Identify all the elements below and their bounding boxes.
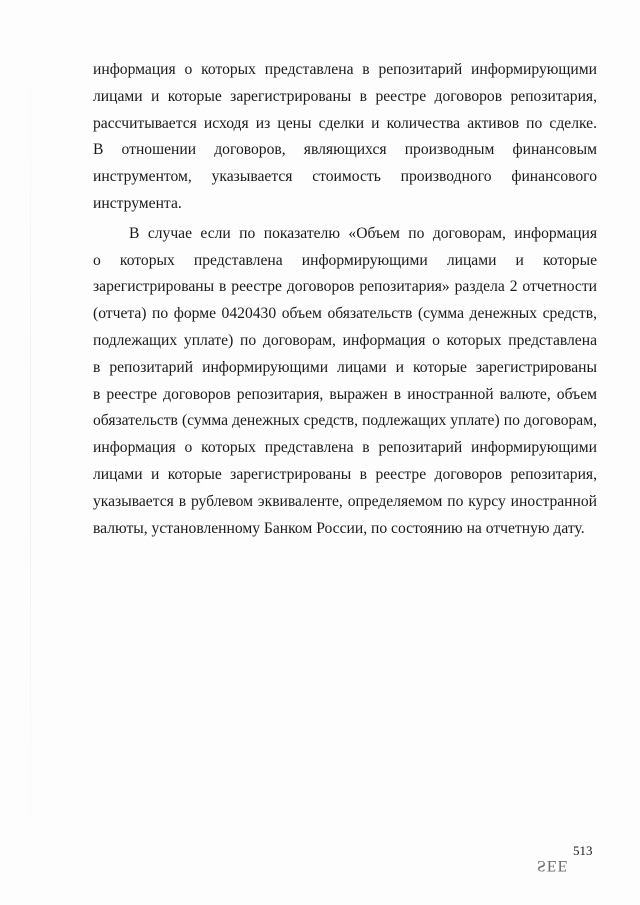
text-line: обязательств (сумма денежных средств, подлежащих уплате) по договорам, [93,412,597,430]
text-line: В случае если по показателю «Объем по договорам, информация [129,224,597,242]
paragraph-2 [93,221,597,543]
text-line: лицами и которые зарегистрированы в реестре договоров репозитария, [93,465,597,483]
text-line: инструмента. [93,194,182,212]
text-line: информация о которых представлена в репозитарий информирующими [93,61,597,78]
text-line: В отношении договоров, являющихся производным финансовым [93,141,597,159]
body-text [93,57,597,542]
text-line: валюты, установленному Банком России, по состоянию на отчетную дату. [93,519,585,537]
page-number: 513 [573,843,593,858]
scan-edge-shadow [30,0,31,905]
stamp-mark: SEE [537,857,569,874]
text-line: в реестре договоров репозитария, выражен в иностранной валюте, объем [93,385,597,403]
text-line: лицами и которые зарегистрированы в реестре договоров репозитария, [93,87,597,105]
text-line: о которых представлена информирующими лицами и которые [93,251,597,269]
paragraph-1 [93,57,597,218]
text-line: инструментом, указывается стоимость производного финансового [93,168,597,186]
text-line: в репозитарий информирующими лицами и которые зарегистрированы [93,358,597,376]
text-line: информация о которых представлена в репозитарий информирующими [93,439,597,457]
text-line: указывается в рублевом эквиваленте, определяемом по курсу иностранной [93,492,597,510]
text-line: зарегистрированы в реестре договоров репозитария» раздела 2 отчетности [93,278,597,296]
text-line: (отчета) по форме 0420430 объем обязательств (сумма денежных средств, [93,305,597,323]
text-line: подлежащих уплате) по договорам, информация о которых представлена [93,331,597,349]
text-line: рассчитывается исходя из цены сделки и количества активов по сделке. [93,114,597,132]
